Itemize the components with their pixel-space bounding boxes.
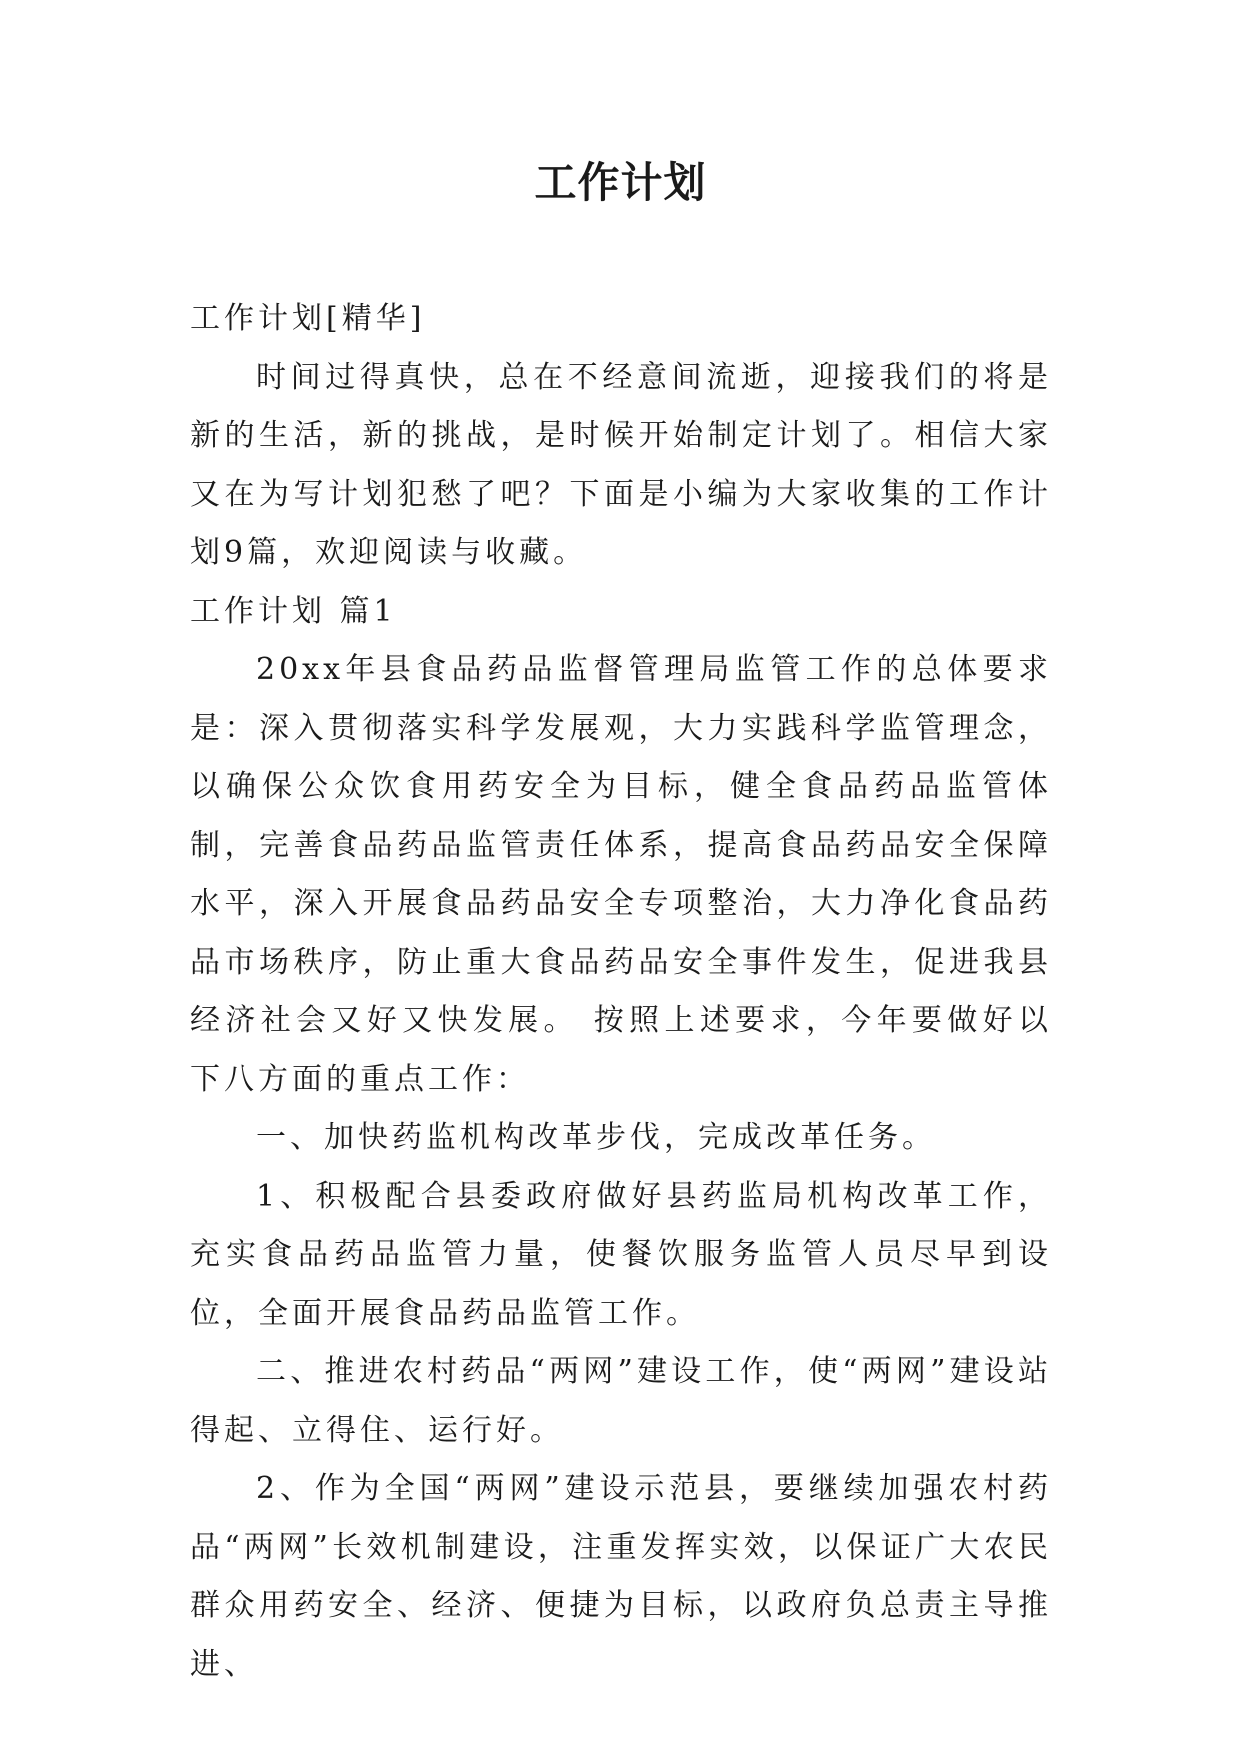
body-paragraph: 2、作为全国“两网”建设示范县，要继续加强农村药品“两网”长效机制建设，注重发挥实效，以保证广大农民群众用药安全、经济、便捷为目标，以政府负总责主导推进、	[190, 1471, 1052, 1682]
body-paragraph: 20xx年县食品药品监督管理局监管工作的总体要求是：深入贯彻落实科学发展观，大力实践科学监管理念，以确保公众饮食用药安全为目标，健全食品药品监管体制，完善食品药品监管责任体系，提高食品药品安全保障水平，深入开展食品药品安全专项整治，大力净化食品药品市场秩序，防止重大食品药品安全事件发生，促进我县经济社会又好又快发展。 按照上述要求，今年要做好以下八方面的重点工作：	[190, 652, 1052, 1097]
document-body	[190, 290, 1052, 1694]
body-paragraph: 一、加快药监机构改革步伐，完成改革任务。	[256, 1120, 936, 1155]
section-heading: 工作计划 篇1	[190, 593, 397, 629]
document-title: 工作计划	[534, 158, 707, 207]
body-paragraph: 1、积极配合县委政府做好县药监局机构改革工作，充实食品药品监管力量，使餐饮服务监管人员尽早到设位，全面开展食品药品监管工作。	[190, 1178, 1052, 1331]
intro-paragraph: 时间过得真快，总在不经意间流逝，迎接我们的将是新的生活，新的挑战，是时候开始制定计划了。相信大家又在为写计划犯愁了吧？下面是小编为大家收集的工作计划9篇，欢迎阅读与收藏。	[190, 359, 1052, 570]
document-subtitle: 工作计划[精华]	[190, 301, 426, 336]
body-paragraph: 二、推进农村药品“两网”建设工作，使“两网”建设站得起、立得住、运行好。	[190, 1354, 1052, 1448]
